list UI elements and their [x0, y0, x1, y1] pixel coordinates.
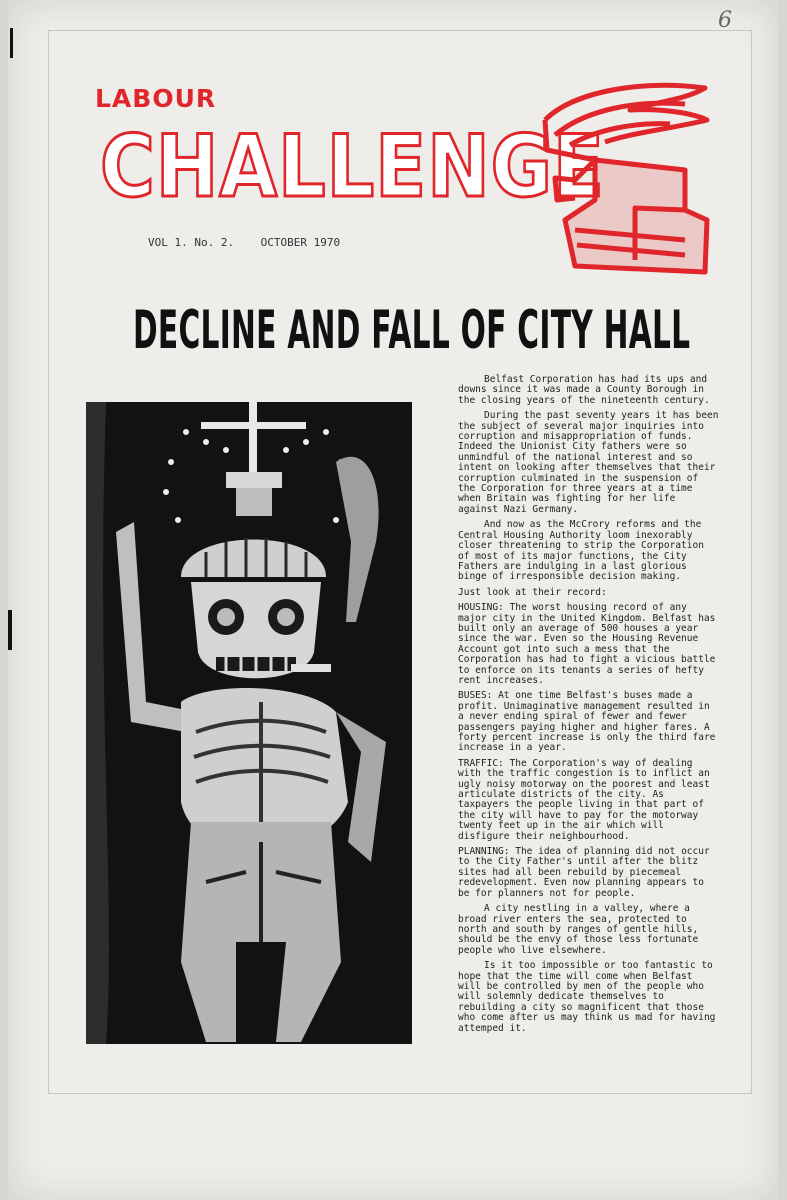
section-buses: [458, 691, 720, 753]
masthead-title: CHALLENGE: [100, 117, 605, 217]
masthead-kicker: LABOUR: [95, 84, 217, 113]
section-planning: [458, 847, 720, 899]
section-label: BUSES:: [458, 690, 493, 702]
issue-date: OCTOBER 1970: [260, 236, 341, 249]
article-body: [458, 375, 720, 1039]
article-paragraph: And now as the McCrory reforms and the Central Housing Authority loom inexorably closer threatening to strip the Corporation of most of its major functions, the City Fathers are indulging in a last glorious binge of irresponsible decision making.: [458, 519, 704, 583]
edge-mark: [8, 610, 12, 650]
section-text: The Corporation's way of dealing with the traffic congestion is to inflict an ugly noisy motorway on the poorest and least articulate districts of the city. As taxpayers the people living in that part of the city will have to pay for the motorway twenty feet up in the air which will disfigure their neighbourhood.: [458, 757, 710, 842]
article-paragraph: Just look at their record:: [458, 586, 607, 598]
section-text: The idea of planning did not occur to the City Father's until after the blitz sites had all been rebuild by piecemeal redevelopment. Even now planning appears to be for planners not for people.: [458, 846, 710, 899]
section-traffic: [458, 759, 720, 842]
section-text: The worst housing record of any major city in the United Kingdom. Belfast has built only an average of 500 houses a year since the war. Even so the Housing Revenue Account got into such a mess that the Corporation has had to fight a vicious battle to enforce on its tenants a series of hefty rent increases.: [458, 602, 716, 686]
article-paragraph: During the past seventy years it has been the subject of several major inquiries into corruption and misappropriation of funds. Indeed the Unionist City fathers were so unmindful of the national interest and so intent on looking after themselves that their corruption culminated in the suspension of the Corporation for three years at a time when Britain was fighting for her life against Nazi Germany.: [458, 410, 719, 515]
section-text: At one time Belfast's buses made a profit. Unimaginative management resulted in a never ending spiral of fewer and fewer passengers paying higher and higher fares. A forty percent increase is only the third fare increase in a year.: [458, 690, 716, 754]
article-paragraph: Is it too impossible or too fantastic to hope that the time will come when Belfast will be controlled by men of the people who will solemnly dedicate themselves to rebuilding a city so magnificent that those who come after us may think us mad for having attemped it.: [458, 960, 716, 1034]
article-paragraph: Belfast Corporation has had its ups and downs since it was made a County Borough in the closing years of the nineteenth century.: [458, 374, 710, 406]
section-label: PLANNING:: [458, 846, 510, 858]
headline: DECLINE AND FALL OF CITY HALL: [133, 300, 691, 361]
section-label: HOUSING:: [458, 602, 504, 614]
edge-mark: [10, 28, 13, 58]
handwritten-page-number: 6: [718, 8, 732, 33]
flame-hand-icon: [535, 80, 715, 280]
section-housing: [458, 603, 720, 686]
section-label: TRAFFIC:: [458, 757, 504, 769]
issue-line: [148, 236, 340, 249]
city-hall-skeleton-illustration: [86, 402, 412, 1044]
issue-number: VOL 1. No. 2.: [148, 236, 235, 249]
article-paragraph: A city nestling in a valley, where a broad river enters the sea, protected to north and south by ranges of gentle hills, should be the envy of those less fortunate people who live elsewhere.: [458, 903, 699, 956]
